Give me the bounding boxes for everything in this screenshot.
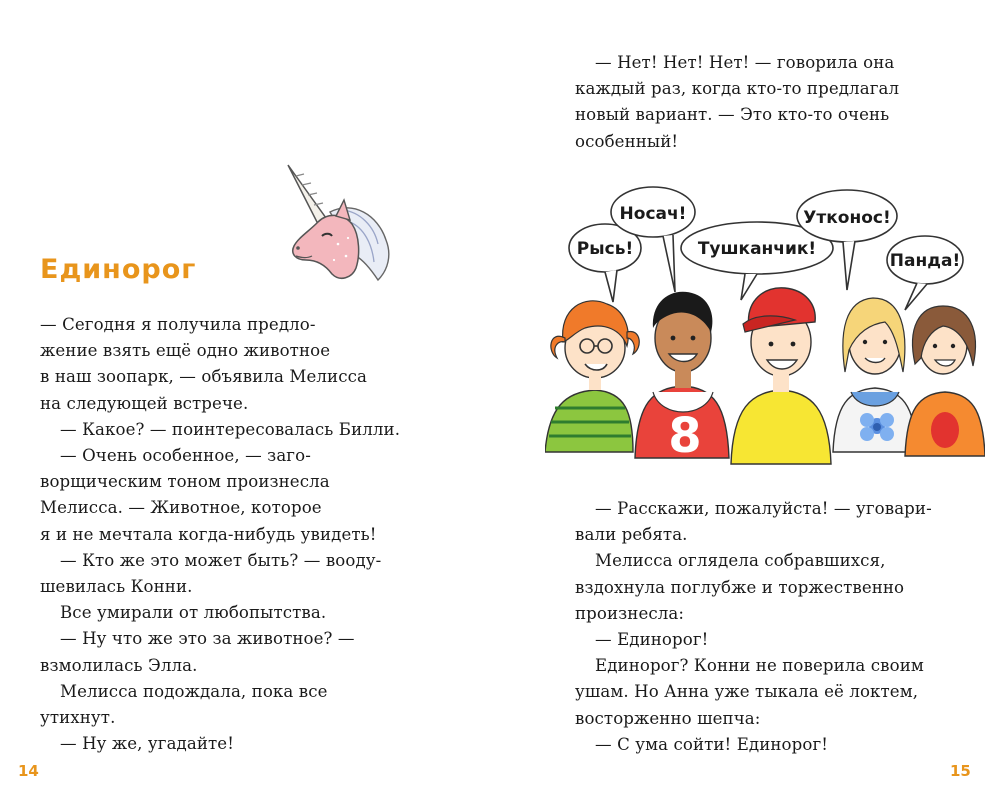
bubble-ris <box>569 224 641 302</box>
kids-illustration <box>545 182 985 474</box>
unicorn-icon <box>278 160 408 286</box>
text-line: новый вариант. — Это кто-то очень <box>575 105 890 125</box>
text-line: я и не мечтала когда-нибудь увидеть! <box>40 524 377 544</box>
text-line: — Нет! Нет! Нет! — говорила она <box>595 53 895 72</box>
kid-2 <box>635 292 729 464</box>
text-line: вздохнула поглубже и торжественно <box>575 577 905 597</box>
text-line: — Кто же это может быть? — вооду- <box>60 550 382 570</box>
text-line: ворщическим тоном произнесла <box>40 472 330 492</box>
text-line: жение взять ещё одно животное <box>40 341 331 361</box>
text-line: — Ну же, угадайте! <box>60 734 235 754</box>
kid-1 <box>545 301 639 452</box>
text-line: — Сегодня я получила предло- <box>40 315 316 334</box>
text-line: Мелисса подождала, пока все <box>60 681 328 701</box>
text-line: ушам. Но Анна уже тыкала её локтем, <box>575 682 919 702</box>
kid-3 <box>731 288 831 464</box>
bubble-ris-text: Рысь! <box>576 239 634 259</box>
page-number-left: 14 <box>18 762 39 780</box>
shirt-number: 8 <box>668 408 702 464</box>
text-line: вали ребята. <box>575 525 688 545</box>
text-line: взмолилась Элла. <box>40 655 198 675</box>
text-line: Единорог? Конни не поверила своим <box>595 656 924 676</box>
text-line: — Ну что же это за животное? — <box>60 629 355 649</box>
text-line: — С ума сойти! Единорог! <box>595 734 829 754</box>
bubble-tushkanchik-text: Тушканчик! <box>697 239 817 259</box>
text-line: шевилась Конни. <box>40 577 193 597</box>
text-line: особенный! <box>575 131 679 151</box>
left-text <box>40 312 400 757</box>
bubble-utkonos-text: Утконос! <box>803 208 891 228</box>
text-line: — Единорог! <box>595 630 709 650</box>
text-line: на следующей встрече. <box>40 393 249 413</box>
bubble-nosach-text: Носач! <box>619 204 687 224</box>
text-line: Мелисса оглядела собравшихся, <box>595 551 886 571</box>
bubble-panda <box>887 236 963 310</box>
text-line: — Очень особенное, — заго- <box>60 446 311 466</box>
right-text-bottom <box>575 496 932 758</box>
text-line: в наш зоопарк, — объявила Мелисса <box>40 367 367 387</box>
text-line: произнесла: <box>575 603 685 623</box>
right-page <box>495 0 990 803</box>
page-number-right: 15 <box>950 762 971 780</box>
right-text-top <box>575 50 899 155</box>
text-line: Все умирали от любопытства. <box>60 603 327 623</box>
text-line: Мелисса. — Животное, которое <box>40 498 322 518</box>
text-line: — Какое? — поинтересовалась Билли. <box>60 419 401 439</box>
bubble-panda-text: Панда! <box>889 251 961 271</box>
chapter-title: Единорог <box>40 254 197 285</box>
text-line: утихнут. <box>40 708 116 728</box>
kid-5 <box>905 306 985 456</box>
kid-4 <box>833 298 917 452</box>
text-line: каждый раз, когда кто-то предлагал <box>575 79 900 99</box>
text-line: восторженно шепча: <box>575 708 761 728</box>
text-line: — Расскажи, пожалуйста! — уговари- <box>595 499 932 518</box>
